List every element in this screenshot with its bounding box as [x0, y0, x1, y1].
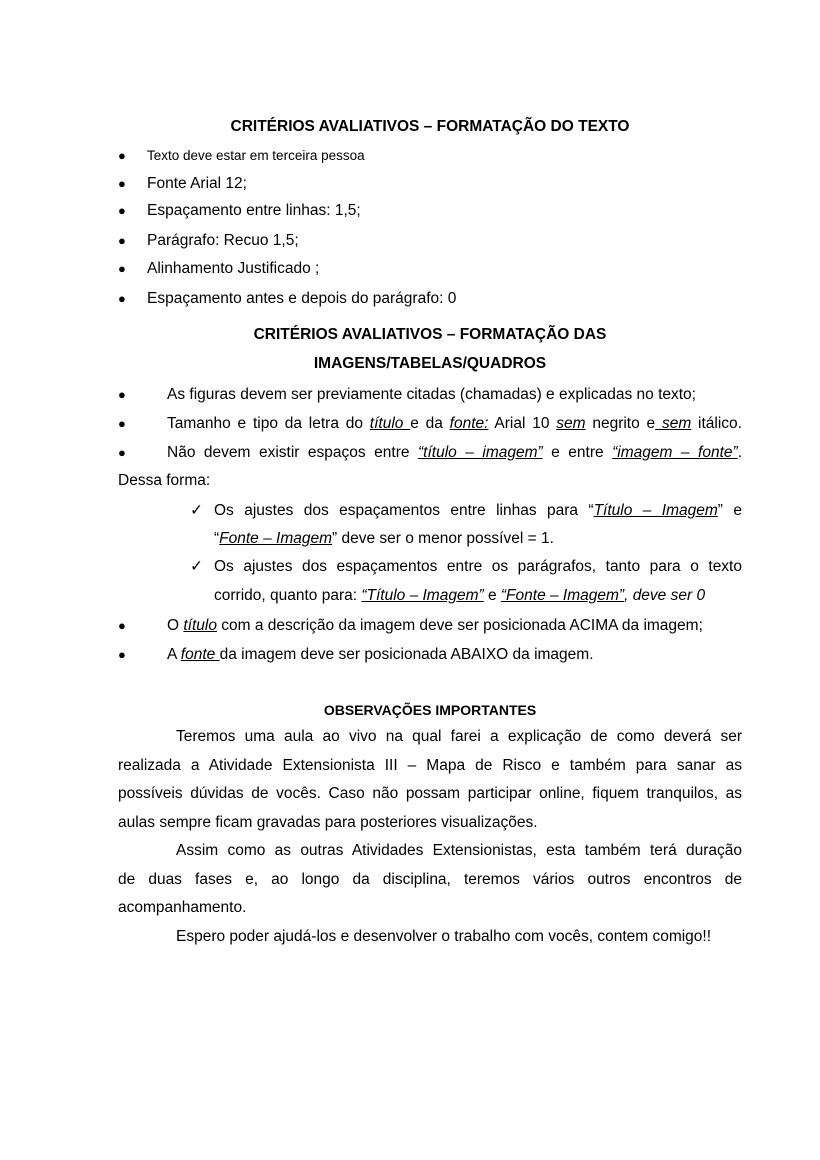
- continuation-text: Dessa forma:: [118, 472, 211, 489]
- bullet-icon: ●: [118, 445, 126, 460]
- bullet-icon: ●: [118, 261, 126, 276]
- bullet-icon: ●: [118, 647, 126, 662]
- bullet-icon: ●: [118, 148, 126, 163]
- section3-title: OBSERVAÇÕES IMPORTANTES: [323, 702, 537, 718]
- checkmark-icon: ✓: [190, 558, 203, 575]
- bullet-icon: ●: [118, 176, 126, 191]
- bullet-icon: ●: [118, 203, 126, 218]
- bullet-icon: ●: [118, 387, 126, 402]
- section1-title: CRITÉRIOS AVALIATIVOS – FORMATAÇÃO DO TEXTO: [230, 118, 630, 135]
- checkmark-icon: ✓: [190, 502, 203, 519]
- bullet-icon: ●: [118, 291, 126, 306]
- section2-title-line1: CRITÉRIOS AVALIATIVOS – FORMATAÇÃO DAS: [253, 326, 607, 343]
- bullet-icon: ●: [118, 233, 126, 248]
- document-page: CRITÉRIOS AVALIATIVOS – FORMATAÇÃO DO TEXTO ● Texto deve estar em terceira pessoa ● Fonte Arial 12; ● Espaçamento entre linhas: 1,5; ● Parágrafo: Recuo 1,5; ● Alinhamento Justificado ; ● Espaçamento antes e depois do parágrafo: 0 CRITÉRIOS AVALIATIVOS – FORMATAÇÃO DAS IMAGENS/TABELAS/QUADROS ● As figuras devem ser previamente citadas (chamadas) e explicadas no texto; ● Tamanho e tipo da letra do título e da fonte: Arial 10 sem negrito e sem itálico. ● Não devem existir espaços entre “título – imagem” e entre “imagem – fonte”. Dessa forma: ✓ Os ajustes dos espaçamentos entre linhas para “Título – Imagem” e “Fonte – Imagem” deve ser o menor possível = 1. ✓ Os ajustes dos espaçamentos entre os parágrafos, tanto para o texto corrido, quanto para: “Título – Imagem” e “Fonte – Imagem”, deve ser 0 ● O título com a descrição da imagem deve ser posicionada ACIMA da imagem; ● A fonte da imagem deve ser posicionada ABAIXO da imagem. OBSERVAÇÕES IMPORTANTES Teremos uma aula ao vivo na qual farei a explicação de como deverá ser realizada a Atividade Extensionista III – Mapa de Risco e também para sanar as possíveis dúvidas de vocês. Caso não possam participar online, fiquem tranquilos, as aulas sempre ficam gravadas para posteriores visualizações. Assim como as outras Atividades Extensionistas, esta também terá duração de duas fases e, ao longo da disciplina, teremos vários outros encontros de acompanhamento. Espero poder ajudá-los e desenvolver o trabalho com vocês, contem comigo!!: [0, 0, 820, 1160]
- bullet-icon: ●: [118, 416, 126, 431]
- section2-title-line2: IMAGENS/TABELAS/QUADROS: [313, 355, 547, 372]
- bullet-icon: ●: [118, 618, 126, 633]
